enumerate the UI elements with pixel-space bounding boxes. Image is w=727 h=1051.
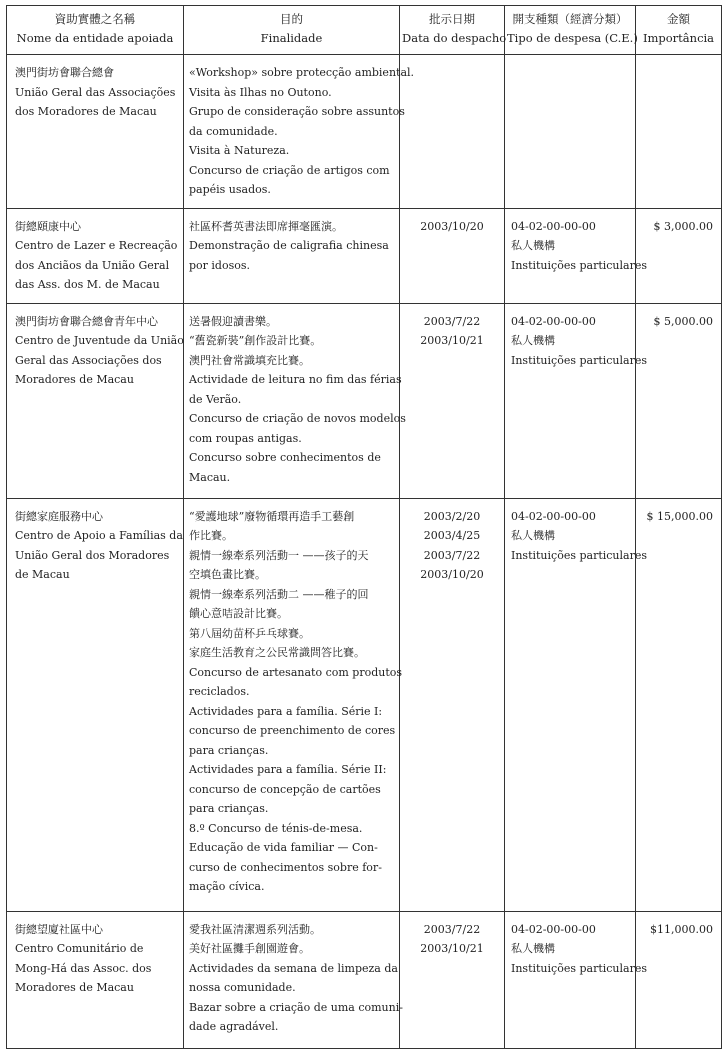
- cell-line: 2003/10/21: [420, 942, 484, 955]
- document-page: [6, 5, 721, 1049]
- cell-line: Centro Comunitário de: [15, 942, 144, 955]
- expense-type-cell: [505, 208, 648, 303]
- expense-type-cell: [505, 498, 648, 911]
- header-row: [7, 6, 722, 55]
- cell-line: 04-02-00-00-00: [511, 922, 596, 936]
- cell-line: de Macau: [15, 568, 70, 581]
- cell-line: 04-02-00-00-00: [511, 509, 596, 523]
- cell-line: Actividades da semana de limpeza da: [189, 961, 398, 975]
- cell-line: “愛護地球”廢物循環再造手工藝創: [189, 509, 355, 523]
- amount-value: $11,000.00: [650, 922, 713, 936]
- cell-line: mação cívica.: [189, 880, 265, 893]
- cell-line: União Geral dos Moradores: [15, 548, 170, 562]
- cell-line: 饋心意咭設計比賽。: [189, 607, 288, 620]
- cell-line: “舊瓷新裝”創作設計比賽。: [189, 334, 322, 347]
- cell-line: 親情一線牽系列活動二 ——稚子的回: [189, 587, 369, 601]
- cell-line: 2003/10/20: [420, 219, 484, 233]
- cell-line: 澳門街坊會聯合總會青年中心: [15, 314, 158, 328]
- cell-line: para crianças.: [189, 802, 269, 815]
- cell-line: 2003/7/22: [423, 314, 481, 328]
- cell-line: Educação de vida familiar — Con-: [189, 841, 378, 854]
- cell-line: Instituições particulares: [511, 258, 648, 272]
- cell-line: 澳門街坊會聯合總會: [15, 66, 114, 79]
- table-row: [7, 55, 722, 209]
- cell-line: 作比賽。: [189, 529, 233, 542]
- cell-line: 2003/10/21: [420, 334, 484, 347]
- entity-name-cell: [7, 911, 184, 1048]
- cell-line: Centro de Apoio a Famílias da: [15, 529, 183, 542]
- date-cell: [400, 303, 505, 498]
- cell-line: para crianças.: [189, 743, 269, 757]
- cell-line: 家庭生活教育之公民常識問答比賽。: [189, 646, 365, 659]
- cell-line: 街總家庭服務中心: [15, 509, 103, 523]
- amount-cell: [636, 55, 722, 209]
- amount-value: $ 15,000.00: [646, 509, 713, 523]
- cell-line: Macau.: [189, 470, 231, 484]
- date-cell: [400, 498, 505, 911]
- cell-line: Centro de Lazer e Recreação: [15, 239, 178, 252]
- cell-line: 04-02-00-00-00: [511, 314, 596, 328]
- cell-line: 私人機構: [511, 239, 555, 252]
- table-body: [7, 55, 722, 1049]
- cell-line: 2003/7/22: [423, 548, 481, 562]
- cell-line: Instituições particulares: [511, 548, 648, 562]
- cell-line: Demonstração de caligrafia chinesa: [189, 239, 389, 252]
- cell-line: 美好社區攤手創園遊會。: [189, 942, 310, 955]
- table-row: [7, 303, 722, 498]
- cell-line: Centro de Juventude da União: [15, 334, 184, 347]
- cell-line: concurso de concepção de cartões: [189, 782, 381, 796]
- header-expense-type: 開支種類（經濟分類） Tipo de despesa (C.E.): [505, 6, 636, 55]
- cell-line: 第八屆幼苗杯乒乓球賽。: [189, 626, 310, 640]
- purpose-cell: [184, 303, 406, 498]
- cell-line: Instituições particulares: [511, 353, 648, 367]
- cell-line: dade agradável.: [189, 1020, 279, 1033]
- cell-line: 澳門社會常識填充比賽。: [189, 353, 310, 367]
- cell-line: 親情一線牽系列活動一 ——孩子的天: [189, 548, 369, 562]
- subsidy-table: [6, 5, 722, 1049]
- amount-cell: [636, 208, 722, 303]
- table-row: [7, 911, 722, 1048]
- purpose-cell: [184, 55, 415, 209]
- cell-line: da comunidade.: [189, 124, 278, 138]
- cell-line: Actividades para a família. Série II:: [189, 763, 387, 776]
- cell-line: concurso de preenchimento de cores: [189, 724, 396, 737]
- cell-line: Instituições particulares: [511, 961, 648, 975]
- cell-line: por idosos.: [189, 258, 251, 272]
- cell-line: 社區杯耆英書法即席揮毫匯演。: [189, 219, 343, 233]
- entity-name-cell: [7, 498, 184, 911]
- cell-line: 2003/2/20: [423, 509, 481, 523]
- cell-line: curso de conhecimentos sobre for-: [189, 860, 382, 874]
- cell-line: reciclados.: [189, 685, 250, 698]
- table-row: [7, 208, 722, 303]
- expense-type-cell: [505, 55, 636, 209]
- cell-line: Actividades para a família. Série I:: [189, 704, 383, 718]
- cell-line: dos Anciãos da União Geral: [15, 258, 170, 272]
- expense-type-cell: [505, 911, 648, 1048]
- cell-line: das Ass. dos M. de Macau: [15, 278, 160, 291]
- cell-line: 送暑假迎讀書樂。: [189, 314, 277, 328]
- purpose-cell: [184, 498, 403, 911]
- cell-line: de Verão.: [189, 392, 242, 406]
- cell-line: 私人機構: [511, 942, 555, 955]
- cell-line: 愛我社區清潔週系列活動。: [189, 922, 321, 936]
- entity-name-cell: [7, 55, 184, 209]
- cell-line: Concurso de criação de artigos com: [189, 163, 390, 177]
- cell-line: Actividade de leitura no fim das férias: [189, 373, 402, 386]
- cell-line: Grupo de consideração sobre assuntos: [189, 105, 405, 118]
- cell-line: Moradores de Macau: [15, 981, 134, 994]
- purpose-cell: [184, 208, 400, 303]
- cell-line: com roupas antigas.: [189, 431, 302, 445]
- cell-line: 空填色畫比賽。: [189, 568, 266, 581]
- header-purpose: 目的 Finalidade: [184, 6, 400, 55]
- entity-name-cell: [7, 303, 184, 498]
- cell-line: 04-02-00-00-00: [511, 219, 596, 233]
- amount-cell: [636, 498, 722, 911]
- header-entity-name: 資助實體之名稱 Nome da entidade apoiada: [7, 6, 184, 55]
- purpose-cell: [184, 911, 403, 1048]
- cell-line: 2003/7/22: [423, 922, 481, 936]
- amount-value: $ 3,000.00: [653, 219, 713, 233]
- cell-line: 2003/10/20: [420, 568, 484, 581]
- cell-line: Visita às Ilhas no Outono.: [189, 85, 332, 99]
- cell-line: Moradores de Macau: [15, 373, 134, 386]
- cell-line: Concurso sobre conhecimentos de: [189, 451, 381, 464]
- cell-line: papéis usados.: [189, 183, 271, 196]
- cell-line: 2003/4/25: [423, 529, 481, 542]
- header-date: 批示日期 Data do despacho: [400, 6, 505, 55]
- cell-line: «Workshop» sobre protecção ambiental.: [189, 66, 415, 79]
- cell-line: Visita à Natureza.: [189, 144, 290, 157]
- cell-line: 私人機構: [511, 529, 555, 542]
- cell-line: União Geral das Associações: [15, 85, 176, 99]
- date-cell: [400, 208, 505, 303]
- amount-cell: [636, 303, 722, 498]
- header-amount: 金額 Importância: [636, 6, 722, 55]
- cell-line: 街總頤康中心: [15, 219, 81, 233]
- cell-line: nossa comunidade.: [189, 981, 296, 994]
- date-cell: [400, 911, 505, 1048]
- date-cell: [400, 55, 505, 209]
- cell-line: 私人機構: [511, 334, 555, 347]
- entity-name-cell: [7, 208, 184, 303]
- cell-line: Geral das Associações dos: [15, 353, 162, 367]
- cell-line: Concurso de criação de novos modelos: [189, 412, 406, 425]
- cell-line: Bazar sobre a criação de uma comuni-: [189, 1000, 403, 1014]
- amount-value: $ 5,000.00: [653, 314, 713, 328]
- cell-line: dos Moradores de Macau: [15, 105, 157, 118]
- expense-type-cell: [505, 303, 648, 498]
- cell-line: Mong-Há das Assoc. dos: [15, 961, 152, 975]
- cell-line: Concurso de artesanato com produtos: [189, 665, 403, 679]
- cell-line: 街總望廈社區中心: [15, 922, 103, 936]
- cell-line: 8.º Concurso de ténis-de-mesa.: [189, 821, 363, 835]
- table-row: [7, 498, 722, 911]
- amount-cell: [636, 911, 722, 1048]
